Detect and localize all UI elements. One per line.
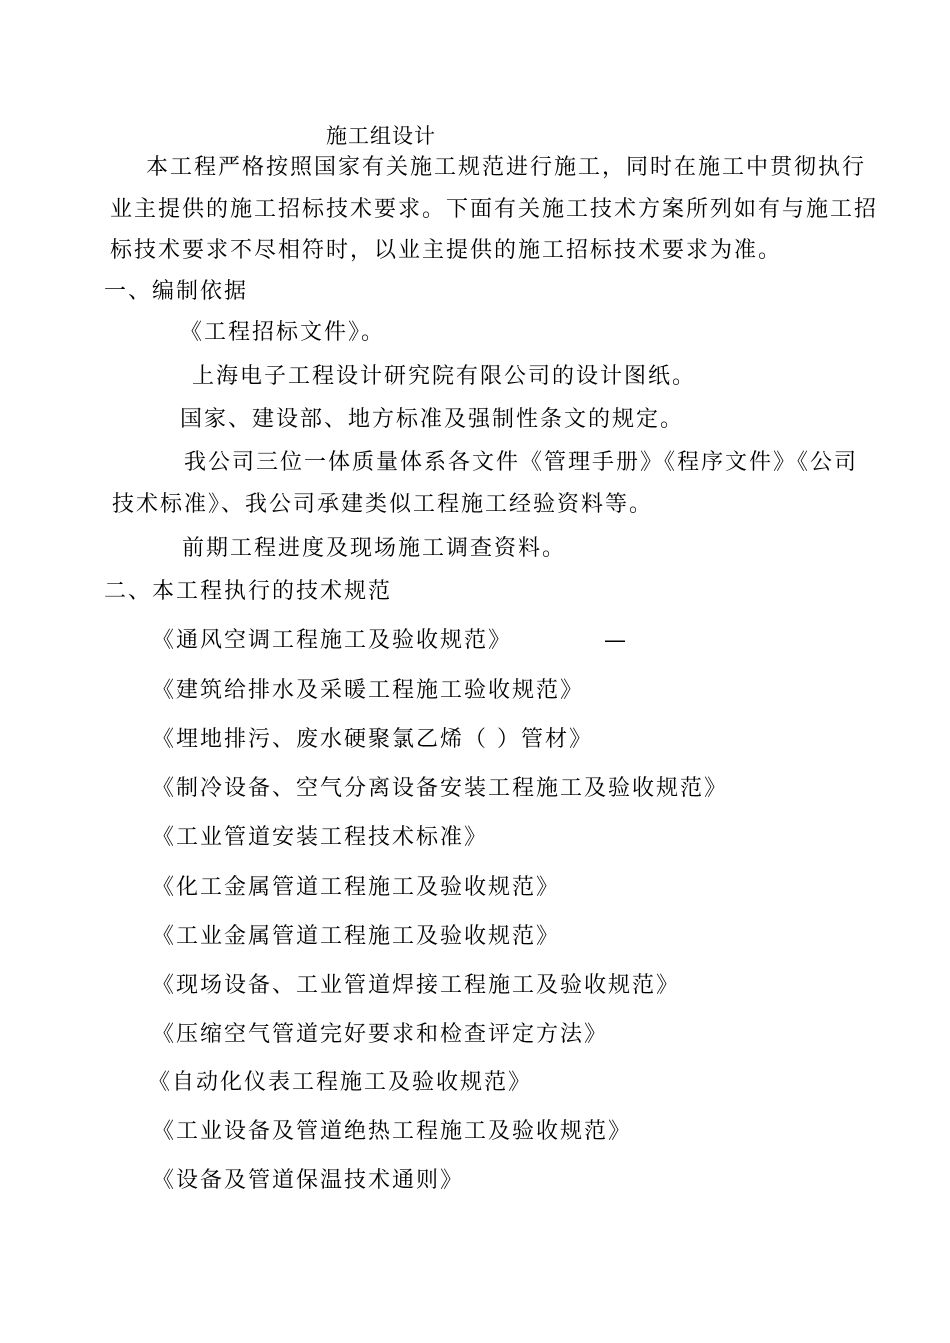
spec-item: 《化工金属管道工程施工及验收规范》 [152, 875, 561, 900]
spec-item: 《建筑给排水及采暖工程施工验收规范》 [152, 678, 585, 703]
spec-item: 《压缩空气管道完好要求和检查评定方法》 [152, 1022, 609, 1047]
spec-item: 《埋地排污、废水硬聚氯乙烯（ ）管材》 [152, 727, 593, 752]
spec-dash: — [604, 628, 626, 653]
spec-item: 《工业管道安装工程技术标准》 [152, 825, 489, 850]
section1-item: 我公司三位一体质量体系各文件《管理手册》《程序文件》《公司 [184, 450, 859, 475]
intro-line-2: 业主提供的施工招标技术要求。下面有关施工技术方案所列如有与施工招 [110, 197, 879, 222]
document-title: 施工组设计 [326, 124, 436, 148]
section1-item: 《工程招标文件》。 [180, 320, 386, 345]
section1-item: 上海电子工程设计研究院有限公司的设计图纸。 [192, 364, 697, 389]
spec-item: 《自动化仪表工程施工及验收规范》 [148, 1070, 533, 1095]
spec-item: 《工业金属管道工程施工及验收规范》 [152, 924, 561, 949]
spec-item: 《设备及管道保温技术通则》 [152, 1168, 465, 1193]
section2-heading: 二、本工程执行的技术规范 [104, 579, 393, 604]
intro-line-3: 标技术要求不尽相符时，以业主提供的施工招标技术要求为准。 [110, 238, 783, 263]
spec-item: 《通风空调工程施工及验收规范》 [152, 628, 513, 653]
section1-heading: 一、编制依据 [104, 279, 249, 304]
spec-item: 《制冷设备、空气分离设备安装工程施工及验收规范》 [152, 776, 729, 801]
section1-item: 国家、建设部、地方标准及强制性条文的规定。 [180, 407, 685, 432]
section1-item-continued: 技术标准》、我公司承建类似工程施工经验资料等。 [112, 492, 654, 517]
spec-item: 《现场设备、工业管道焊接工程施工及验收规范》 [152, 973, 681, 998]
intro-line-1: 本工程严格按照国家有关施工规范进行施工，同时在施工中贯彻执行 [146, 155, 867, 180]
section1-item: 前期工程进度及现场施工调查资料。 [182, 536, 567, 561]
spec-item: 《工业设备及管道绝热工程施工及验收规范》 [152, 1119, 633, 1144]
